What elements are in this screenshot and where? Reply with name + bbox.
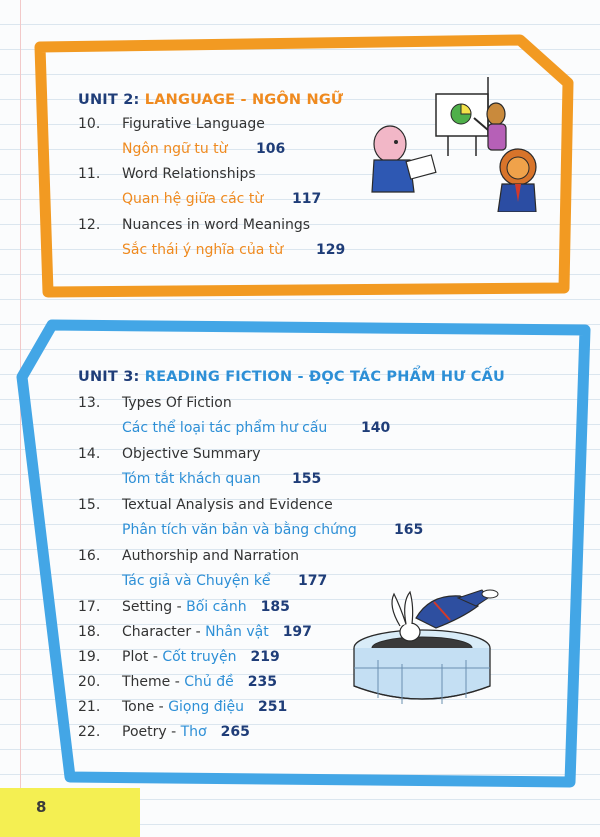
item-title-en: Character -: [122, 624, 206, 640]
rabbit-well-illustration: [350, 588, 520, 708]
item-number: 20.: [78, 674, 101, 690]
item-title-en: Objective Summary: [122, 446, 261, 462]
item-page: 197: [282, 624, 312, 640]
item-page: 165: [394, 522, 424, 538]
item-title-vi: Chủ đề: [184, 674, 234, 690]
item-title-vi: Phân tích văn bản và bằng chứng: [122, 522, 357, 538]
item-page: 251: [257, 699, 288, 715]
unit3-title: [78, 369, 505, 385]
item-page: 235: [247, 674, 277, 690]
unit2-label: UNIT 2:: [78, 92, 140, 108]
toc-item-20[interactable]: [78, 673, 378, 693]
item-title-en: Poetry -: [122, 724, 181, 740]
item-title: [122, 598, 290, 616]
item-title-vi: Các thể loại tác phẩm hư cấu: [122, 420, 328, 436]
toc-item-13[interactable]: [78, 394, 438, 434]
item-title-en: Word Relationships: [122, 166, 256, 182]
item-title-vi: Tác giả và Chuyện kể: [122, 573, 271, 589]
item-number: 15.: [78, 497, 101, 513]
item-number: 22.: [78, 724, 101, 740]
item-title-en: Types Of Fiction: [122, 395, 232, 411]
item-number: 12.: [78, 217, 101, 233]
item-title: [122, 723, 250, 741]
item-number: 11.: [78, 166, 101, 182]
item-title: [122, 648, 280, 666]
toc-item-11[interactable]: [78, 165, 378, 205]
item-title-vi: Ngôn ngữ tu từ: [122, 141, 228, 157]
item-title-vi: Bối cảnh: [186, 599, 247, 615]
toc-item-16[interactable]: [78, 547, 438, 587]
item-title: [122, 698, 287, 716]
item-title-en: Tone -: [122, 699, 169, 715]
item-number: 18.: [78, 624, 101, 640]
toc-item-10[interactable]: [78, 115, 378, 155]
item-number: 19.: [78, 649, 101, 665]
item-page: 219: [250, 649, 280, 665]
item-title-vi: Nhân vật: [205, 624, 269, 640]
item-title-vi: Cốt truyện: [162, 649, 237, 665]
item-title-vi: Tóm tắt khách quan: [122, 471, 261, 487]
item-page: 155: [292, 471, 322, 487]
item-title-en: Plot -: [122, 649, 163, 665]
toc-item-21[interactable]: [78, 698, 378, 718]
item-number: 10.: [78, 116, 101, 132]
toc-item-14[interactable]: [78, 445, 438, 485]
unit3-label: UNIT 3:: [78, 369, 140, 385]
item-title-vi: Giọng điệu: [168, 699, 244, 715]
item-page: 129: [316, 242, 346, 258]
unit2-title: [78, 92, 343, 108]
item-title-en: Theme -: [122, 674, 185, 690]
unit3-name: READING FICTION - ĐỌC TÁC PHẨM HƯ CẤU: [144, 369, 506, 385]
toc-item-12[interactable]: [78, 216, 398, 256]
item-title: [122, 623, 312, 641]
item-title-en: Setting -: [122, 599, 187, 615]
item-page: 177: [298, 573, 328, 589]
item-title-en: Authorship and Narration: [122, 548, 300, 564]
item-number: 17.: [78, 599, 101, 615]
item-title-vi: Quan hệ giữa các từ: [122, 191, 264, 207]
unit2-name: LANGUAGE - NGÔN NGỮ: [144, 92, 344, 108]
toc-item-15[interactable]: [78, 496, 458, 536]
item-page: 265: [220, 724, 250, 740]
item-page: 140: [361, 420, 391, 436]
item-page: 106: [256, 141, 286, 157]
item-title-en: Nuances in word Meanings: [122, 217, 311, 233]
item-title-vi: Thơ: [180, 724, 207, 740]
item-number: 14.: [78, 446, 101, 462]
item-number: 21.: [78, 699, 101, 715]
item-title-en: Figurative Language: [122, 116, 265, 132]
item-title-en: Textual Analysis and Evidence: [122, 497, 333, 513]
toc-item-22[interactable]: [78, 723, 378, 743]
toc-item-19[interactable]: [78, 648, 378, 668]
item-page: 185: [260, 599, 290, 615]
item-number: 13.: [78, 395, 101, 411]
item-title-vi: Sắc thái ý nghĩa của từ: [122, 242, 284, 258]
item-page: 117: [292, 191, 322, 207]
page-number-tab: [0, 788, 140, 837]
toc-item-17[interactable]: [78, 598, 378, 618]
page-number: 8: [36, 798, 47, 816]
item-title: [122, 673, 277, 691]
item-number: 16.: [78, 548, 101, 564]
presentation-illustration: [368, 72, 548, 212]
